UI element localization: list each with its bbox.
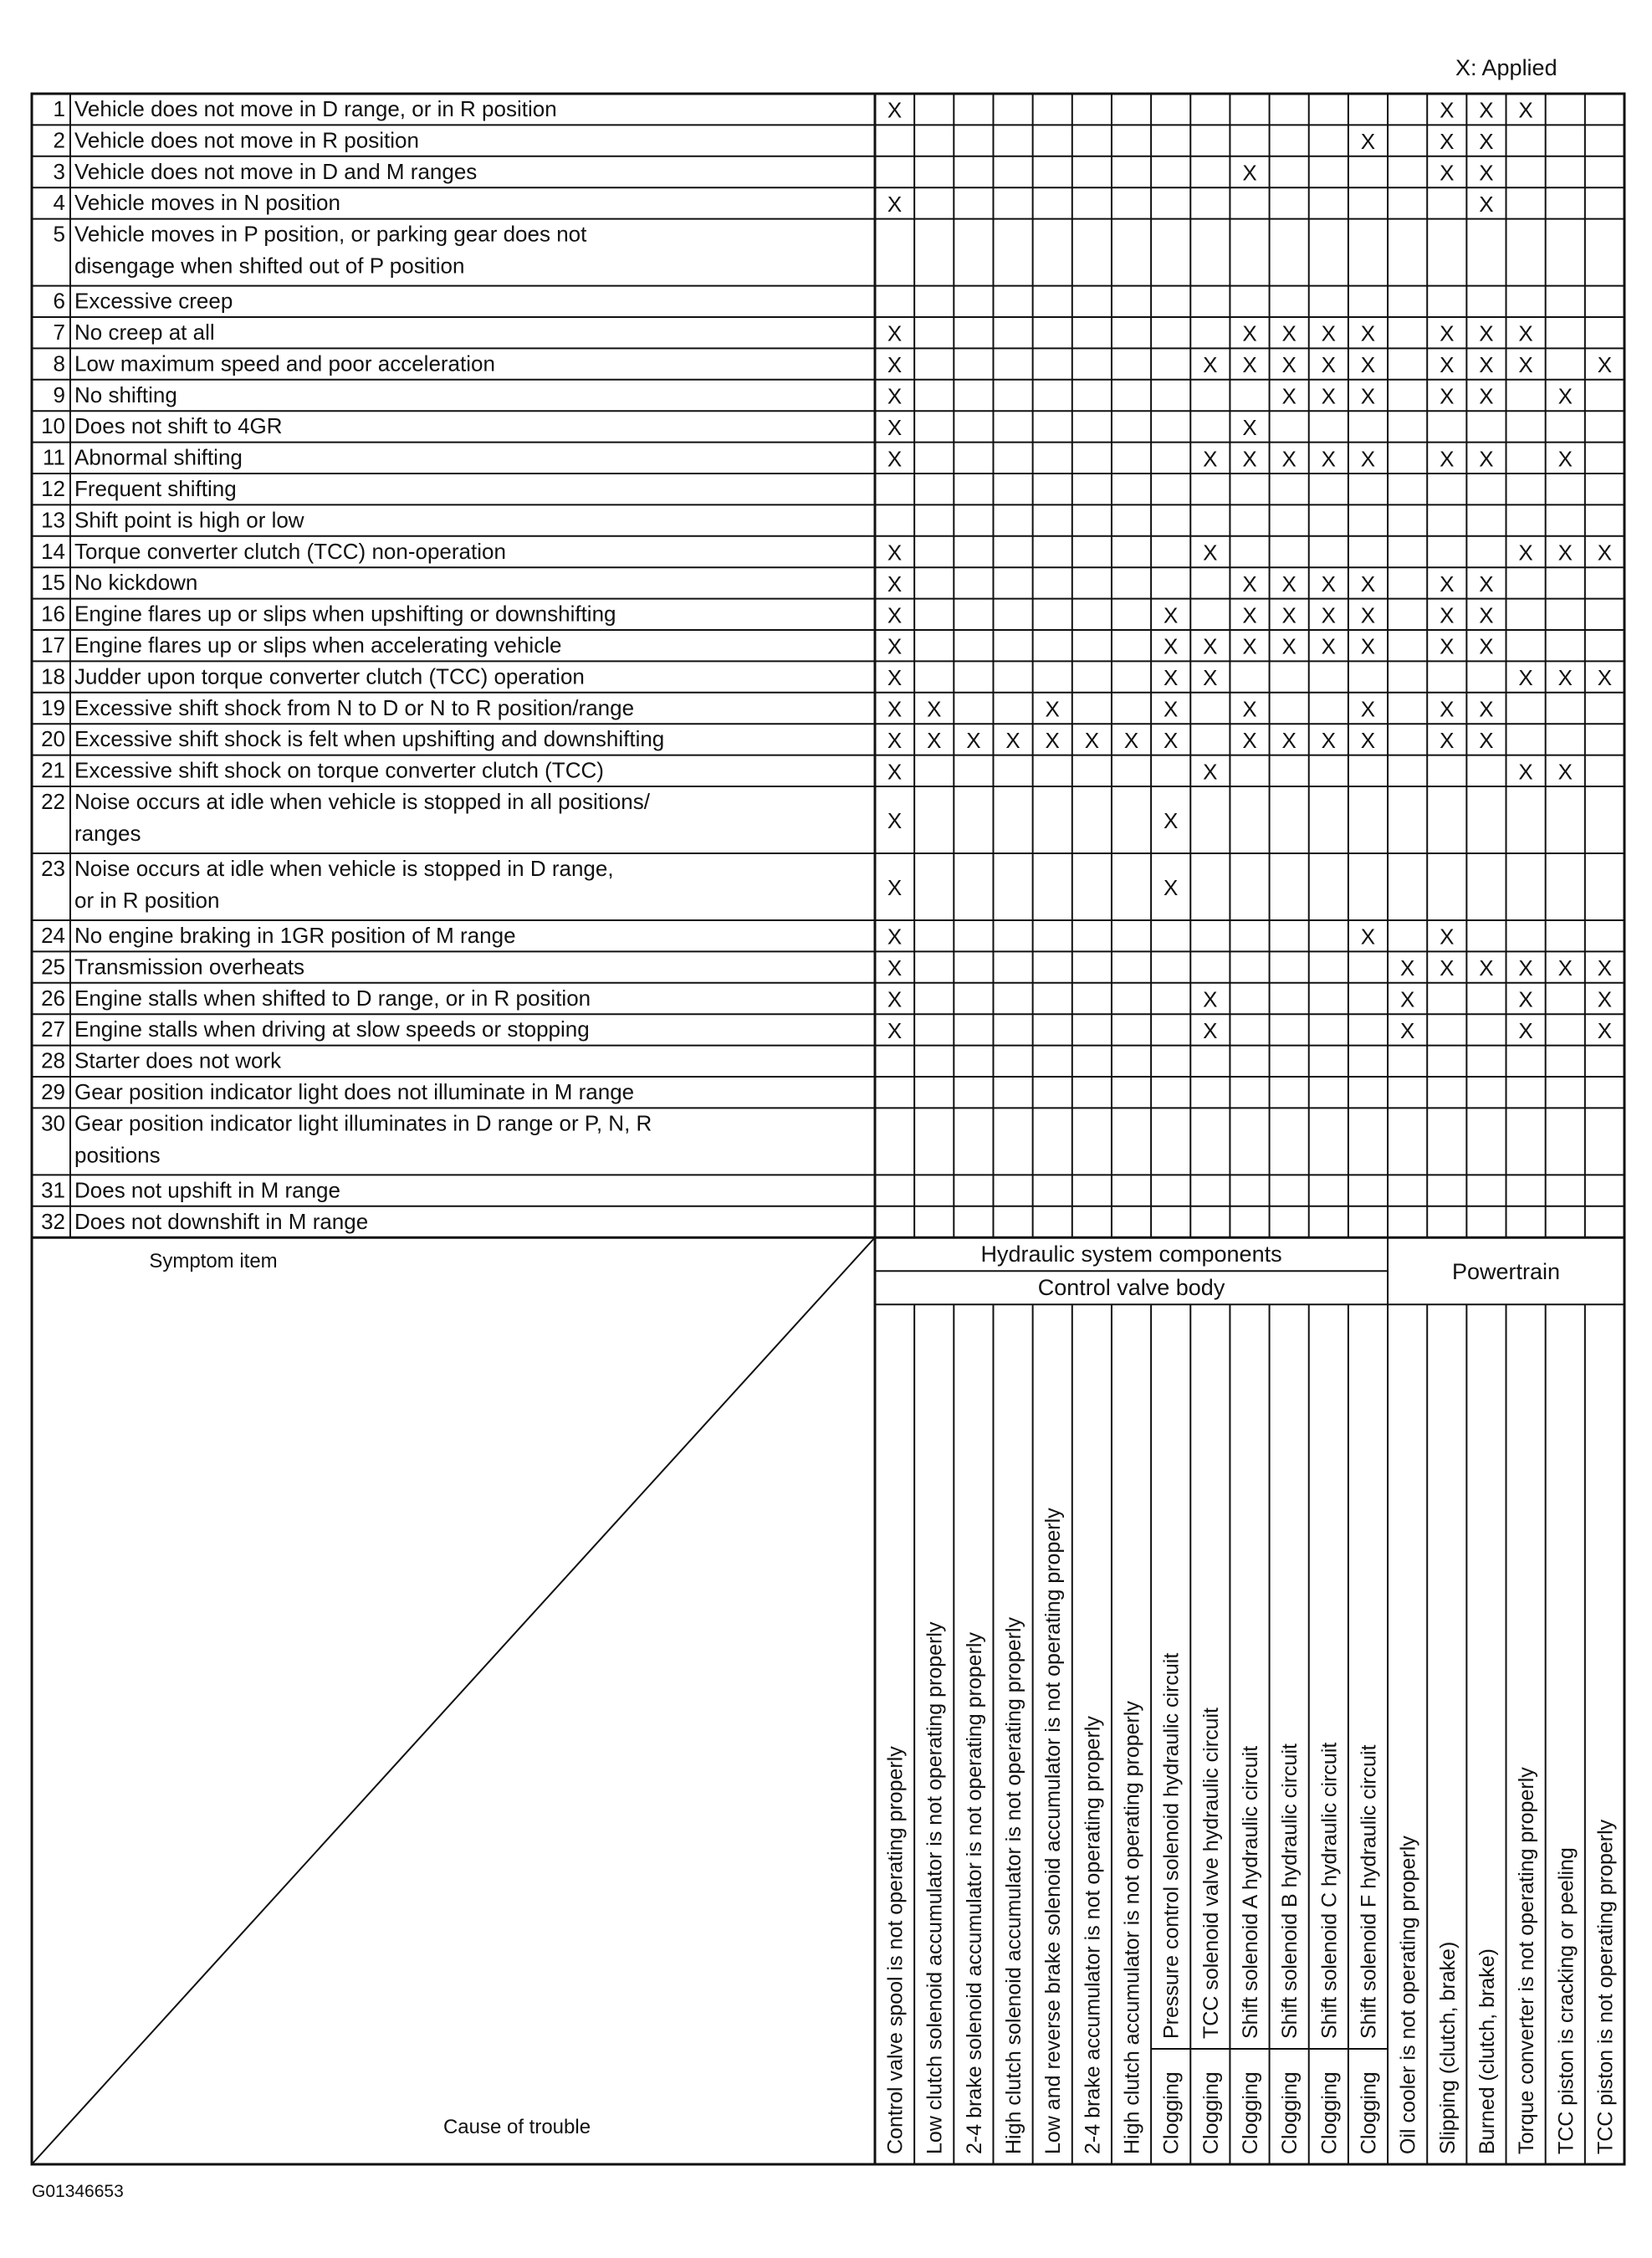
applied-mark: X bbox=[1440, 633, 1455, 659]
applied-mark: X bbox=[1479, 633, 1494, 659]
symptom-text: positions bbox=[74, 1142, 161, 1168]
applied-mark: X bbox=[1360, 129, 1376, 155]
applied-mark: X bbox=[1440, 320, 1455, 346]
applied-mark: X bbox=[1479, 446, 1494, 472]
applied-mark: X bbox=[1242, 571, 1257, 597]
row-number: 15 bbox=[41, 570, 65, 596]
applied-mark: X bbox=[1321, 383, 1336, 409]
applied-mark: X bbox=[1518, 320, 1533, 346]
column-label: High clutch accumulator is not operating properly bbox=[1120, 1701, 1144, 2154]
applied-mark: X bbox=[887, 633, 903, 659]
clogging-label: Clogging bbox=[1239, 2071, 1262, 2154]
column-label: High clutch solenoid accumulator is not operating properly bbox=[1002, 1616, 1026, 2154]
applied-mark: X bbox=[1440, 97, 1455, 123]
symptom-text: Does not shift to 4GR bbox=[74, 413, 283, 439]
applied-mark: X bbox=[1557, 955, 1573, 981]
symptom-text: Vehicle does not move in D and M ranges bbox=[74, 158, 478, 184]
symptom-text: Does not downshift in M range bbox=[74, 1208, 369, 1234]
applied-mark: X bbox=[1360, 924, 1376, 950]
column-label: Shift solenoid B hydraulic circuit bbox=[1278, 1743, 1302, 2039]
column-label: Pressure control solenoid hydraulic circuit bbox=[1159, 1652, 1184, 2039]
applied-mark: X bbox=[1479, 320, 1494, 346]
applied-mark: X bbox=[1557, 383, 1573, 409]
applied-mark: X bbox=[1597, 986, 1613, 1012]
column-label: Shift solenoid F hydraulic circuit bbox=[1357, 1744, 1381, 2039]
applied-mark: X bbox=[1518, 955, 1533, 981]
applied-mark: X bbox=[1557, 759, 1573, 785]
row-number: 4 bbox=[53, 190, 65, 216]
applied-mark: X bbox=[1479, 97, 1494, 123]
row-number: 27 bbox=[41, 1016, 65, 1042]
applied-mark: X bbox=[1360, 696, 1376, 722]
applied-mark: X bbox=[1203, 665, 1218, 691]
applied-mark: X bbox=[1164, 727, 1179, 753]
row-number: 22 bbox=[41, 789, 65, 814]
applied-mark: X bbox=[1242, 727, 1257, 753]
cause-of-trouble-label: Cause of trouble bbox=[442, 2116, 591, 2138]
row-number: 19 bbox=[41, 694, 65, 720]
applied-mark: X bbox=[887, 1017, 903, 1043]
applied-mark: X bbox=[1045, 727, 1060, 753]
applied-mark: X bbox=[1242, 602, 1257, 628]
applied-mark: X bbox=[1203, 540, 1218, 566]
row-number: 11 bbox=[43, 444, 65, 470]
hydraulic-header: Hydraulic system components bbox=[980, 1242, 1282, 1267]
applied-mark: X bbox=[1203, 759, 1218, 785]
applied-mark: X bbox=[1281, 352, 1297, 378]
symptom-text: Low maximum speed and poor acceleration bbox=[74, 351, 495, 376]
applied-mark: X bbox=[1440, 129, 1455, 155]
row-number: 30 bbox=[41, 1110, 65, 1136]
symptom-text: Frequent shifting bbox=[74, 476, 237, 501]
applied-mark: X bbox=[1321, 352, 1336, 378]
applied-mark: X bbox=[1281, 383, 1297, 409]
applied-mark: X bbox=[1479, 571, 1494, 597]
symptom-text: Excessive shift shock on torque converter clutch (TCC) bbox=[74, 757, 604, 783]
applied-mark: X bbox=[1518, 665, 1533, 691]
applied-mark: X bbox=[1479, 129, 1494, 155]
applied-mark: X bbox=[1242, 696, 1257, 722]
applied-mark: X bbox=[1281, 633, 1297, 659]
applied-mark: X bbox=[1518, 759, 1533, 785]
applied-mark: X bbox=[1440, 571, 1455, 597]
applied-mark: X bbox=[1479, 160, 1494, 186]
applied-mark: X bbox=[1164, 875, 1179, 900]
symptom-text: Vehicle moves in N position bbox=[74, 190, 340, 216]
applied-mark: X bbox=[1242, 160, 1257, 186]
applied-mark: X bbox=[1360, 602, 1376, 628]
applied-mark: X bbox=[1281, 727, 1297, 753]
symptom-text: Noise occurs at idle when vehicle is stopped in all positions/ bbox=[74, 789, 650, 814]
symptom-text: No engine braking in 1GR position of M range bbox=[74, 923, 516, 948]
row-number: 10 bbox=[41, 413, 65, 439]
symptom-text: Vehicle does not move in D range, or in R position bbox=[74, 96, 557, 121]
applied-mark: X bbox=[1440, 727, 1455, 753]
clogging-label: Clogging bbox=[1199, 2071, 1223, 2154]
row-number: 3 bbox=[53, 158, 65, 184]
applied-mark: X bbox=[1360, 446, 1376, 472]
applied-mark: X bbox=[1164, 808, 1179, 833]
applied-mark: X bbox=[1440, 446, 1455, 472]
applied-mark: X bbox=[887, 191, 903, 217]
applied-mark: X bbox=[1557, 665, 1573, 691]
applied-mark: X bbox=[1203, 633, 1218, 659]
applied-mark: X bbox=[1440, 924, 1455, 950]
row-number: 24 bbox=[41, 923, 65, 948]
symptom-text: No shifting bbox=[74, 381, 177, 407]
powertrain-header: Powertrain bbox=[1451, 1259, 1561, 1285]
row-number: 7 bbox=[53, 320, 65, 345]
applied-mark: X bbox=[1479, 727, 1494, 753]
applied-mark: X bbox=[1321, 602, 1336, 628]
applied-mark: X bbox=[887, 759, 903, 785]
symptom-text: Gear position indicator light illuminates in D range or P, N, R bbox=[74, 1110, 652, 1136]
diagonal-line bbox=[32, 1237, 875, 2164]
applied-mark: X bbox=[1203, 446, 1218, 472]
applied-mark: X bbox=[1281, 320, 1297, 346]
row-number: 6 bbox=[53, 288, 65, 314]
symptom-text: Engine flares up or slips when accelerating vehicle bbox=[74, 632, 562, 658]
symptom-text: or in R position bbox=[74, 888, 220, 913]
column-label: 2-4 brake solenoid accumulator is not operating properly bbox=[962, 1632, 986, 2154]
applied-mark: X bbox=[1479, 352, 1494, 378]
applied-mark: X bbox=[1203, 352, 1218, 378]
applied-mark: X bbox=[1281, 602, 1297, 628]
row-number: 32 bbox=[41, 1208, 65, 1234]
row-number: 31 bbox=[41, 1177, 65, 1203]
clogging-label: Clogging bbox=[1278, 2071, 1302, 2154]
symptom-text: No kickdown bbox=[74, 570, 198, 596]
applied-mark: X bbox=[1399, 955, 1415, 981]
clogging-label: Clogging bbox=[1159, 2071, 1184, 2154]
applied-mark: X bbox=[1360, 571, 1376, 597]
applied-mark: X bbox=[927, 727, 942, 753]
applied-mark: X bbox=[1321, 633, 1336, 659]
row-number: 14 bbox=[41, 538, 65, 564]
applied-mark: X bbox=[887, 924, 903, 950]
row-number: 13 bbox=[41, 507, 65, 533]
symptom-text: Engine flares up or slips when upshifting or downshifting bbox=[74, 601, 616, 627]
clogging-label: Clogging bbox=[1357, 2071, 1381, 2154]
applied-mark: X bbox=[1164, 665, 1179, 691]
column-label: Torque converter is not operating properly bbox=[1515, 1767, 1539, 2154]
applied-mark: X bbox=[1321, 727, 1336, 753]
applied-mark: X bbox=[887, 446, 903, 472]
symptom-text: Abnormal shifting bbox=[74, 444, 243, 470]
applied-mark: X bbox=[1360, 633, 1376, 659]
row-number: 8 bbox=[53, 351, 65, 376]
applied-mark: X bbox=[927, 696, 942, 722]
applied-mark: X bbox=[1479, 696, 1494, 722]
symptom-text: Shift point is high or low bbox=[74, 507, 304, 533]
applied-mark: X bbox=[887, 696, 903, 722]
row-number: 5 bbox=[53, 221, 65, 247]
applied-mark: X bbox=[1597, 665, 1613, 691]
applied-mark: X bbox=[1321, 446, 1336, 472]
applied-mark: X bbox=[1242, 633, 1257, 659]
applied-mark: X bbox=[887, 352, 903, 378]
symptom-text: Judder upon torque converter clutch (TCC) operation bbox=[74, 663, 585, 689]
symptom-text: Starter does not work bbox=[74, 1047, 282, 1073]
applied-mark: X bbox=[1479, 955, 1494, 981]
symptom-text: Vehicle does not move in R position bbox=[74, 127, 419, 153]
applied-mark: X bbox=[1557, 446, 1573, 472]
column-label: TCC piston is cracking or peeling bbox=[1554, 1847, 1578, 2154]
applied-mark: X bbox=[887, 97, 903, 123]
applied-mark: X bbox=[1399, 1017, 1415, 1043]
applied-mark: X bbox=[966, 727, 981, 753]
symptom-item-label: Symptom item bbox=[149, 1250, 278, 1272]
symptom-text: Transmission overheats bbox=[74, 954, 305, 980]
applied-mark: X bbox=[887, 320, 903, 346]
figure-id: G01346653 bbox=[32, 2182, 124, 2201]
row-number: 12 bbox=[41, 476, 65, 501]
applied-mark: X bbox=[1242, 352, 1257, 378]
row-number: 21 bbox=[41, 757, 65, 783]
applied-mark: X bbox=[887, 414, 903, 440]
symptom-text: Excessive creep bbox=[74, 288, 233, 314]
row-number: 9 bbox=[53, 381, 65, 407]
applied-mark: X bbox=[1518, 97, 1533, 123]
applied-mark: X bbox=[887, 808, 903, 833]
column-label: Low clutch solenoid accumulator is not operating properly bbox=[923, 1621, 947, 2154]
applied-mark: X bbox=[1440, 955, 1455, 981]
symptom-text: Excessive shift shock from N to D or N to R position/range bbox=[74, 694, 635, 720]
applied-mark: X bbox=[887, 727, 903, 753]
column-label: Shift solenoid C hydraulic circuit bbox=[1317, 1742, 1342, 2039]
column-label: Shift solenoid A hydraulic circuit bbox=[1239, 1745, 1262, 2039]
applied-mark: X bbox=[1518, 1017, 1533, 1043]
applied-mark: X bbox=[1597, 540, 1613, 566]
applied-mark: X bbox=[1518, 540, 1533, 566]
applied-mark: X bbox=[1203, 1017, 1218, 1043]
applied-mark: X bbox=[1597, 955, 1613, 981]
applied-mark: X bbox=[887, 955, 903, 981]
row-number: 26 bbox=[41, 985, 65, 1011]
applied-mark: X bbox=[1321, 320, 1336, 346]
applied-mark: X bbox=[887, 986, 903, 1012]
applied-mark: X bbox=[1479, 191, 1494, 217]
applied-mark: X bbox=[1440, 602, 1455, 628]
applied-mark: X bbox=[1557, 540, 1573, 566]
symptom-text: Excessive shift shock is felt when upshifting and downshifting bbox=[74, 726, 665, 752]
applied-mark: X bbox=[1321, 571, 1336, 597]
row-number: 18 bbox=[41, 663, 65, 689]
row-number: 25 bbox=[41, 954, 65, 980]
symptom-text: Does not upshift in M range bbox=[74, 1177, 340, 1203]
row-number: 28 bbox=[41, 1047, 65, 1073]
applied-mark: X bbox=[1164, 696, 1179, 722]
applied-mark: X bbox=[887, 665, 903, 691]
symptom-text: No creep at all bbox=[74, 320, 215, 345]
column-label: Burned (clutch, brake) bbox=[1475, 1948, 1499, 2154]
column-label: TCC piston is not operating properly bbox=[1593, 1819, 1618, 2154]
column-label: Slipping (clutch, brake) bbox=[1435, 1941, 1460, 2154]
applied-mark: X bbox=[1360, 383, 1376, 409]
applied-mark: X bbox=[1164, 633, 1179, 659]
column-label: Oil cooler is not operating properly bbox=[1396, 1836, 1420, 2154]
column-label: Control valve spool is not operating properly bbox=[883, 1746, 908, 2154]
applied-mark: X bbox=[1242, 414, 1257, 440]
row-number: 20 bbox=[41, 726, 65, 752]
symptom-text: Torque converter clutch (TCC) non-operation bbox=[74, 538, 506, 564]
row-number: 2 bbox=[53, 127, 65, 153]
applied-mark: X bbox=[887, 540, 903, 566]
clogging-label: Clogging bbox=[1317, 2071, 1342, 2154]
applied-mark: X bbox=[887, 602, 903, 628]
applied-mark: X bbox=[1360, 320, 1376, 346]
applied-mark: X bbox=[1360, 727, 1376, 753]
row-number: 1 bbox=[53, 96, 65, 121]
applied-mark: X bbox=[887, 571, 903, 597]
symptom-text: Engine stalls when driving at slow speeds or stopping bbox=[74, 1016, 590, 1042]
applied-mark: X bbox=[1281, 446, 1297, 472]
applied-mark: X bbox=[1123, 727, 1139, 753]
row-number: 16 bbox=[41, 601, 65, 627]
row-number: 29 bbox=[41, 1079, 65, 1104]
applied-mark: X bbox=[1597, 352, 1613, 378]
applied-mark: X bbox=[1440, 383, 1455, 409]
applied-mark: X bbox=[1440, 160, 1455, 186]
applied-mark: X bbox=[1045, 696, 1060, 722]
applied-mark: X bbox=[1440, 696, 1455, 722]
row-number: 17 bbox=[41, 632, 65, 658]
applied-mark: X bbox=[1399, 986, 1415, 1012]
applied-mark: X bbox=[887, 875, 903, 900]
symptom-text: Engine stalls when shifted to D range, or in R position bbox=[74, 985, 591, 1011]
applied-mark: X bbox=[1242, 446, 1257, 472]
row-number: 23 bbox=[41, 856, 65, 881]
symptom-text: disengage when shifted out of P position bbox=[74, 253, 465, 279]
column-label: TCC solenoid valve hydraulic circuit bbox=[1199, 1708, 1223, 2039]
applied-mark: X bbox=[1005, 727, 1020, 753]
applied-mark: X bbox=[1518, 986, 1533, 1012]
legend-note: X: Applied bbox=[1455, 55, 1557, 80]
applied-mark: X bbox=[1084, 727, 1100, 753]
column-label: 2-4 brake accumulator is not operating properly bbox=[1081, 1716, 1105, 2154]
applied-mark: X bbox=[1360, 352, 1376, 378]
applied-mark: X bbox=[1479, 602, 1494, 628]
applied-mark: X bbox=[1203, 986, 1218, 1012]
applied-mark: X bbox=[1164, 602, 1179, 628]
applied-mark: X bbox=[1479, 383, 1494, 409]
symptom-text: Gear position indicator light does not illuminate in M range bbox=[74, 1079, 635, 1104]
column-label: Low and reverse brake solenoid accumulator is not operating properly bbox=[1041, 1508, 1066, 2154]
applied-mark: X bbox=[1518, 352, 1533, 378]
symptom-text: Noise occurs at idle when vehicle is stopped in D range, bbox=[74, 856, 614, 881]
applied-mark: X bbox=[887, 383, 903, 409]
applied-mark: X bbox=[1440, 352, 1455, 378]
applied-mark: X bbox=[1242, 320, 1257, 346]
control-valve-body-header: Control valve body bbox=[1037, 1275, 1225, 1301]
symptom-text: ranges bbox=[74, 821, 141, 846]
applied-mark: X bbox=[1597, 1017, 1613, 1043]
symptom-text: Vehicle moves in P position, or parking gear does not bbox=[74, 221, 587, 247]
applied-mark: X bbox=[1281, 571, 1297, 597]
